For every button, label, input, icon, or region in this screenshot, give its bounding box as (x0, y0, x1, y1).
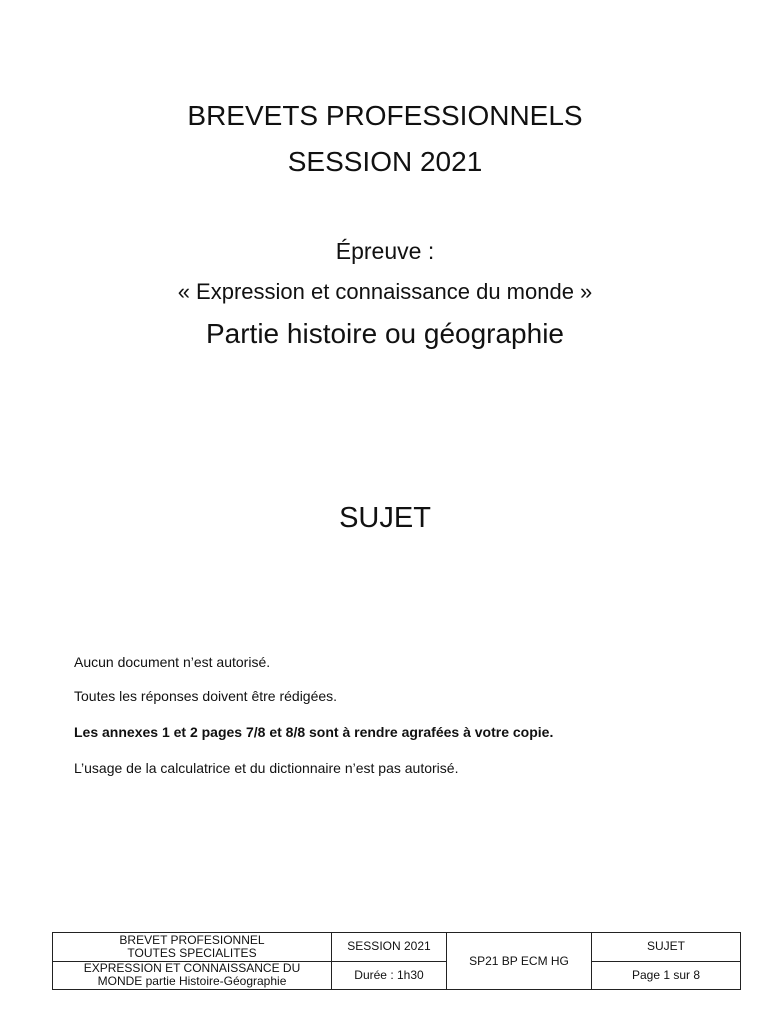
footer-specialites: TOUTES SPECIALITES (127, 945, 257, 960)
footer-table (52, 932, 741, 990)
footer-epreuve-line1: EXPRESSION ET CONNAISSANCE DU (83, 961, 301, 976)
sujet-heading: SUJET (339, 502, 431, 534)
footer-epreuve-cell (53, 961, 332, 990)
footer-code: SP21 BP ECM HG (447, 933, 592, 990)
footer-sujet: SUJET (592, 933, 741, 962)
epreuve-label: Épreuve : (335, 238, 435, 264)
footer-session: SESSION 2021 (332, 933, 447, 962)
footer-brevet: BREVET PROFESIONNEL (119, 932, 265, 947)
exam-session: SESSION 2021 (287, 146, 483, 177)
epreuve-name: « Expression et connaissance du monde » (177, 279, 593, 304)
instruction-documents: Aucun document n’est autorisé. (74, 654, 271, 670)
footer-page-number: Page 1 sur 8 (592, 961, 741, 990)
instruction-annexes: Les annexes 1 et 2 pages 7/8 et 8/8 sont à rendre agrafées à votre copie. (74, 724, 554, 740)
instruction-responses: Toutes les réponses doivent être rédigées. (74, 688, 338, 704)
partie-title: Partie histoire ou géographie (205, 318, 564, 349)
exam-title: BREVETS PROFESSIONNELS (187, 100, 583, 131)
footer-brevet-cell (53, 933, 332, 962)
footer-duree: Durée : 1h30 (332, 961, 447, 990)
footer-epreuve-line2: MONDE partie Histoire-Géographie (97, 974, 287, 989)
instruction-calculator: L’usage de la calculatrice et du dictionnaire n’est pas autorisé. (74, 760, 459, 776)
